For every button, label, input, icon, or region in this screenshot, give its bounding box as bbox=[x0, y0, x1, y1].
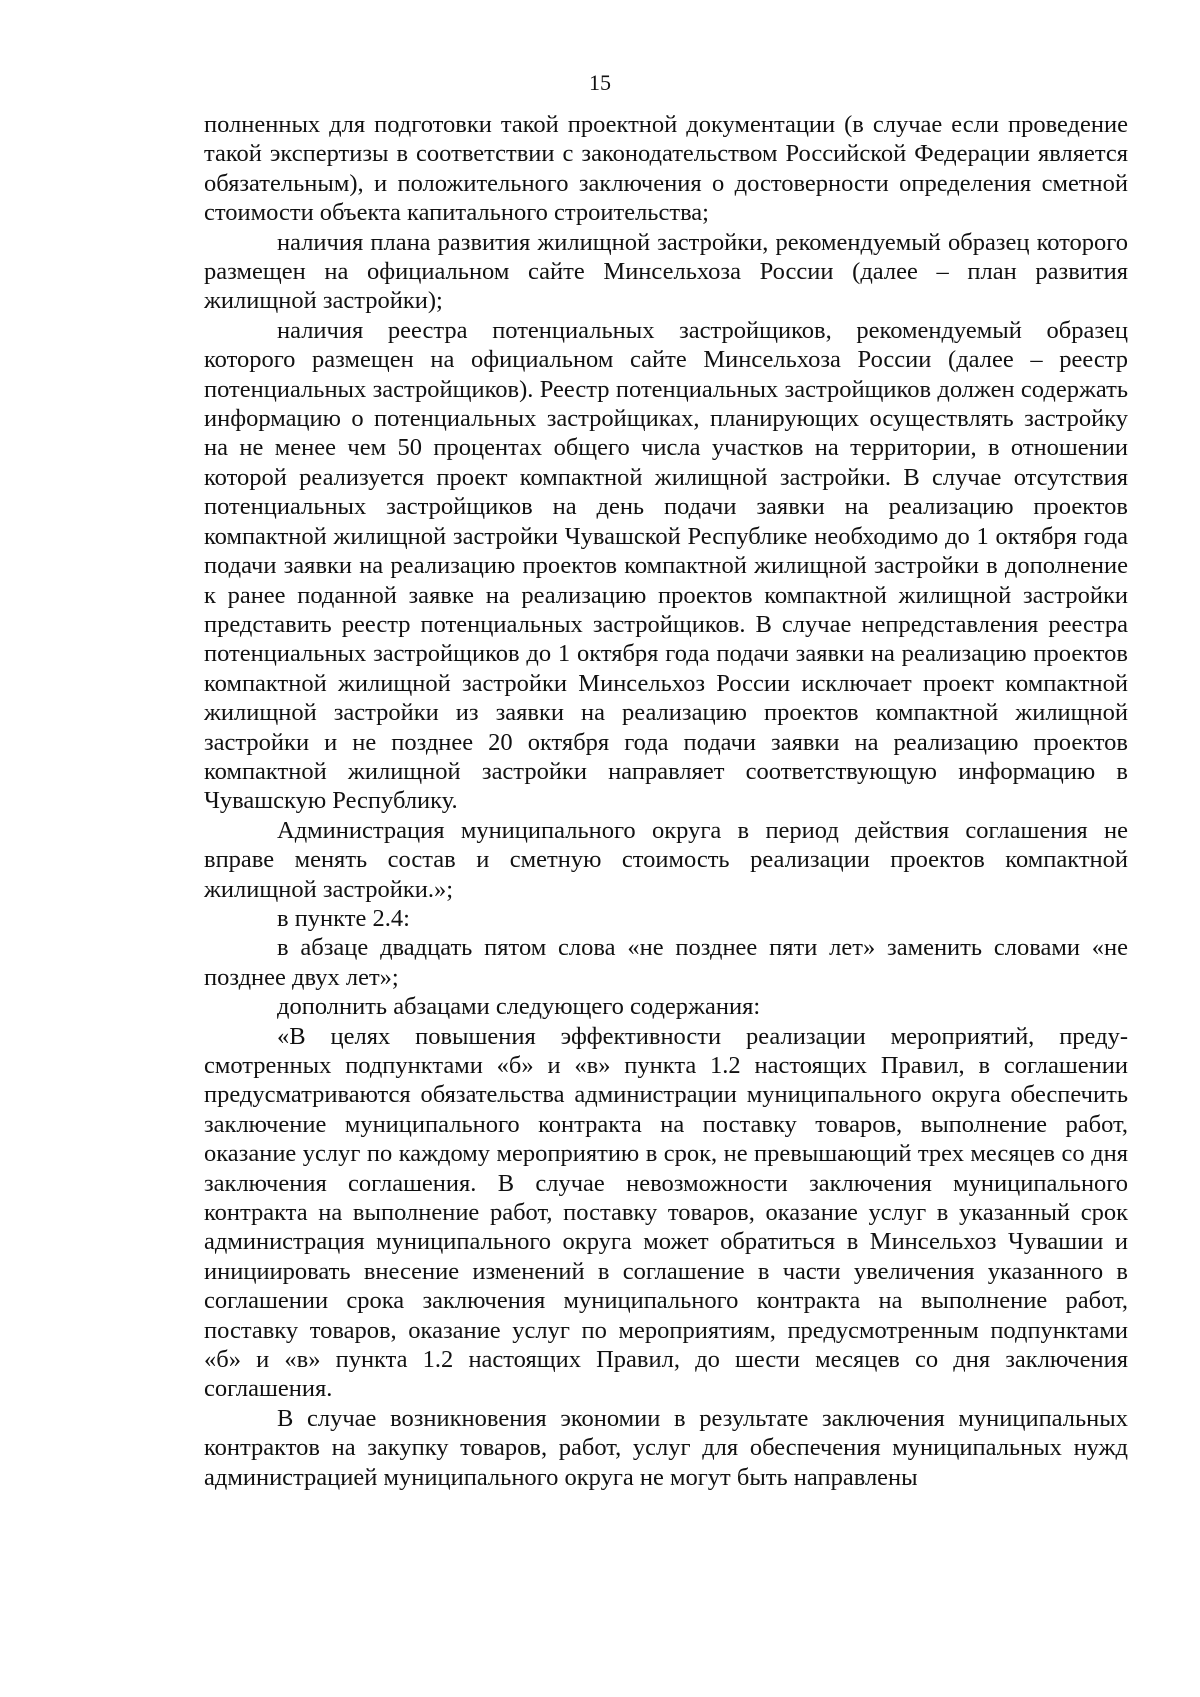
paragraph-2: наличия плана развития жилищной застройки, рекомендуемый образец которого размещен на официальном сайте Минсельхоза России (далее – план развития жилищной застройки); bbox=[204, 228, 1128, 315]
paragraph-8: «В целях повышения эффективности реализации мероприятий, предусмотренных подпунктами «б» и «в» пункта 1.2 настоящих Правил, в соглашении предусматриваются обязательства администрации муниципального округа обеспечить заключение муниципального контракта на поставку товаров, выполнение работ, оказание услуг по каждому мероприятию в срок, не превышающий трех месяцев со дня заключения соглашения. В случае невозможности заключения муниципального контракта на выполнение работ, поставку товаров, оказание услуг в указанный срок администрация муниципального округа может обратиться в Минсельхоз Чувашии и инициировать внесение изменений в соглашение в части увеличения указанного в соглашении срока заключения муниципального контракта на выполнение работ, поставку товаров, оказание услуг по мероприятиям, предусмотренным подпунктами «б» и «в» пункта 1.2 настоящих Правил, до шести месяцев со дня заключения соглашения. bbox=[204, 1022, 1128, 1403]
paragraph-3: наличия реестра потенциальных застройщиков, рекомендуемый образец которого размещен на официальном сайте Минсельхоза России (далее – реестр потенциальных застройщиков). Реестр потенциальных застройщиков должен содержать информацию о потенциальных застройщиках, планирующих осуществлять застройку на не менее чем 50 процентах общего числа участков на территории, в отношении которой реализуется проект компактной жилищной застройки. В случае отсутствия потенциальных застройщиков на день подачи заявки на реализацию проектов компактной жилищной застройки Чувашской Республике необходимо до 1 октября года подачи заявки на реализацию проектов компактной жилищной застройки в дополнение к ранее поданной заявке на реализацию проектов компактной жилищной застройки представить реестр потенциальных застройщиков. В случае непредставления реестра потенциальных застройщиков до 1 октября года подачи заявки на реализацию проектов компактной жилищной застройки Минсельхоз России исключает проект компактной жилищной застройки из заявки на реализацию проектов компактной жилищной застройки и не позднее 20 октября года подачи заявки на реализацию проектов компактной жилищной застройки направляет соответствующую информацию в Чувашскую Республику. bbox=[204, 316, 1128, 815]
paragraph-9: В случае возникновения экономии в результате заключения муниципальных контрактов на закупку товаров, работ, услуг для обеспечения муниципальных нужд администрацией муниципального округа не могут быть направлены bbox=[204, 1404, 1128, 1491]
paragraph-4: Администрация муниципального округа в период действия соглашения не вправе менять состав и сметную стоимость реализации проектов компактной жилищной застройки.»; bbox=[204, 816, 1128, 903]
document-body bbox=[204, 110, 1128, 1492]
paragraph-1: полненных для подготовки такой проектной документации (в случае если проведение такой экспертизы в соответствии с законодательством Российской Федерации является обязательным), и положительного заключения о достоверности определения сметной стоимости объекта капитального строительства; bbox=[204, 111, 1128, 227]
page-number: 15 bbox=[589, 70, 611, 95]
paragraph-5: в пункте 2.4: bbox=[277, 904, 410, 932]
paragraph-6: в абзаце двадцать пятом слова «не позднее пяти лет» заменить словами «не позднее двух лет»; bbox=[204, 934, 1128, 991]
paragraph-7: дополнить абзацами следующего содержания: bbox=[277, 993, 761, 1021]
